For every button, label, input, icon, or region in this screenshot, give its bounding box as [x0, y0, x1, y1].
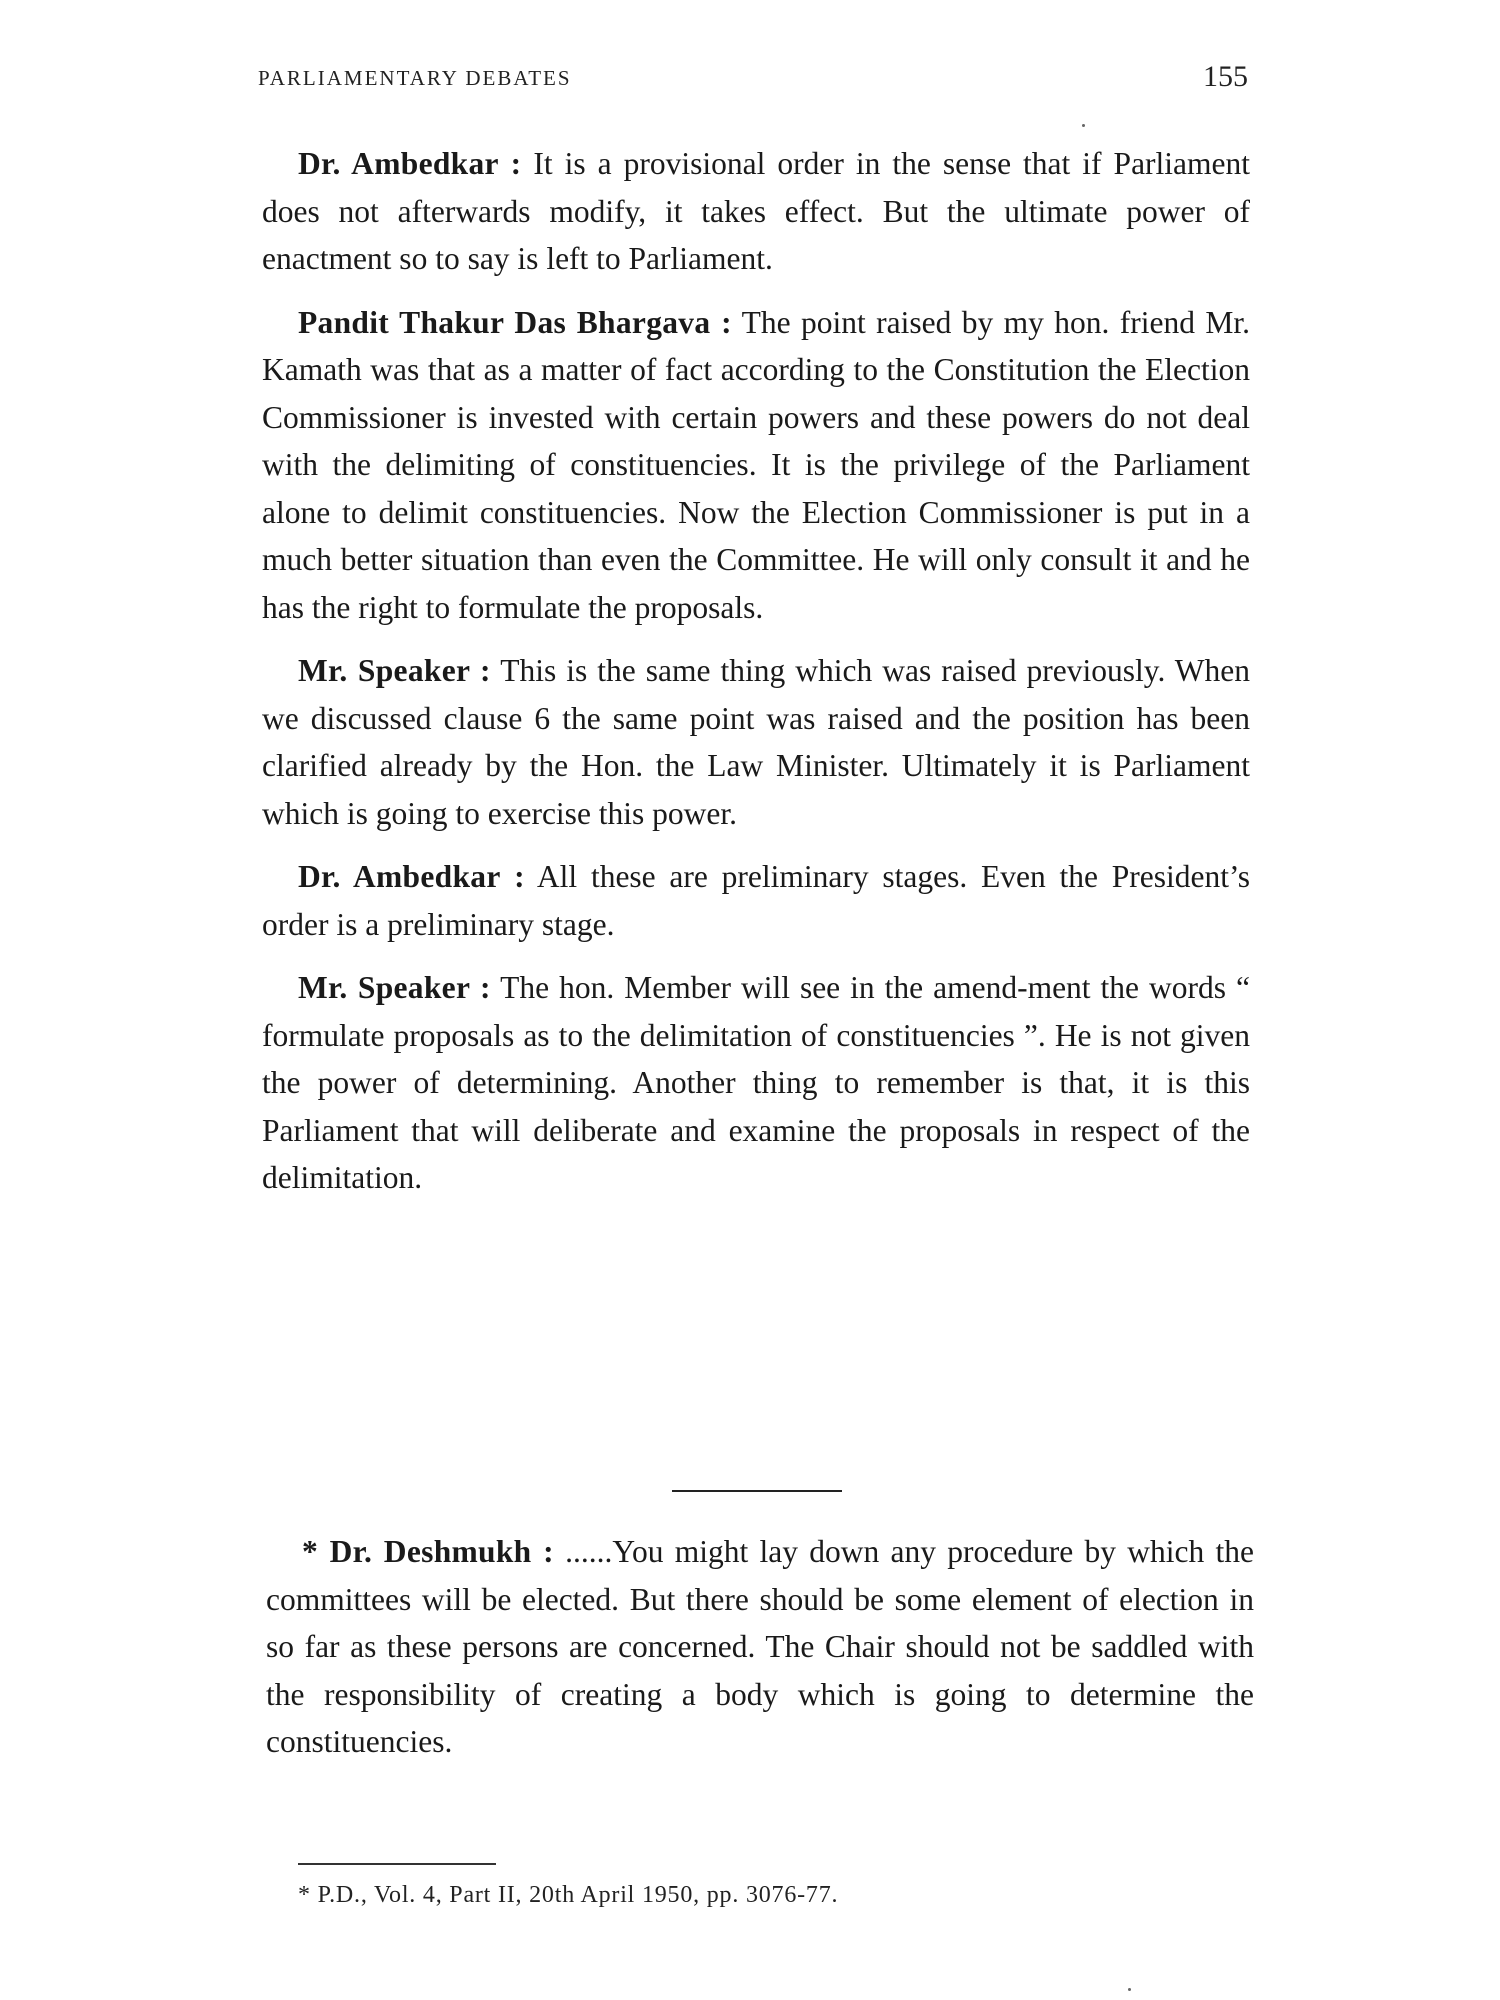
speaker-name: Pandit Thakur Das Bhargava :	[298, 304, 732, 340]
speech-text: The hon. Member will see in the amend-ment the words “ formulate proposals as to the delimitation of constituencies ”. He is not given the power of determining. Another thing to remember is that, it is this Parliament that will deliberate and examine the proposals in respect of the delimitation.	[262, 970, 1250, 1195]
running-head: PARLIAMENTARY DEBATES	[258, 66, 572, 90]
speaker-name: Dr. Ambedkar :	[298, 859, 525, 894]
speaker-name: * Dr. Deshmukh :	[302, 1534, 554, 1569]
footnote: * P.D., Vol. 4, Part II, 20th April 1950, pp. 3076-77.	[298, 1882, 839, 1908]
section-divider	[672, 1490, 842, 1492]
scan-speck	[1082, 124, 1085, 127]
speaker-name: Mr. Speaker :	[298, 653, 491, 688]
page-number: 155	[1203, 60, 1248, 93]
debate-paragraph	[262, 964, 1250, 1202]
debate-paragraph	[262, 140, 1250, 283]
speech-text: It is a provisional order in the sense that if Parliament does not afterwards modify, it takes effect. But the ultimate power of enactment so to say is left to Parliament.	[262, 146, 1251, 276]
debate-body	[262, 140, 1250, 1218]
speaker-name: Dr. Ambedkar :	[298, 146, 522, 181]
debate-paragraph	[266, 1528, 1254, 1766]
speaker-name: Mr. Speaker :	[298, 970, 491, 1005]
debate-paragraph	[262, 853, 1250, 948]
debate-body-second	[266, 1528, 1254, 1782]
scan-speck	[1128, 1988, 1131, 1991]
speech-text: This is the same thing which was raised previously. When we discussed clause 6 the same point was raised and the position has been clarified already by the Hon. the Law Minister. Ultimately it is Parliament which is going to exercise this power.	[262, 653, 1250, 831]
speech-text: The point raised by my hon. friend Mr. Kamath was that as a matter of fact according to the Constitution the Election Commissioner is invested with certain powers and these powers do not deal with the delimiting of constituencies. It is the privilege of the Parliament alone to delimit constituencies. Now the Election Commissioner is put in a much better situation than even the Committee. He will only consult it and he has the right to formulate the proposals.	[262, 304, 1250, 625]
speech-text: ......You might lay down any procedure by which the committees will be elected. But there should be some element of election in so far as these persons are concerned. The Chair should not be saddled with the responsibility of creating a body which is going to determine the constituencies.	[266, 1534, 1255, 1759]
footnote-rule	[298, 1863, 496, 1865]
debate-paragraph	[262, 299, 1250, 632]
debate-paragraph	[262, 647, 1250, 837]
speech-text: All these are preliminary stages. Even the President’s order is a preliminary stage.	[262, 859, 1250, 942]
